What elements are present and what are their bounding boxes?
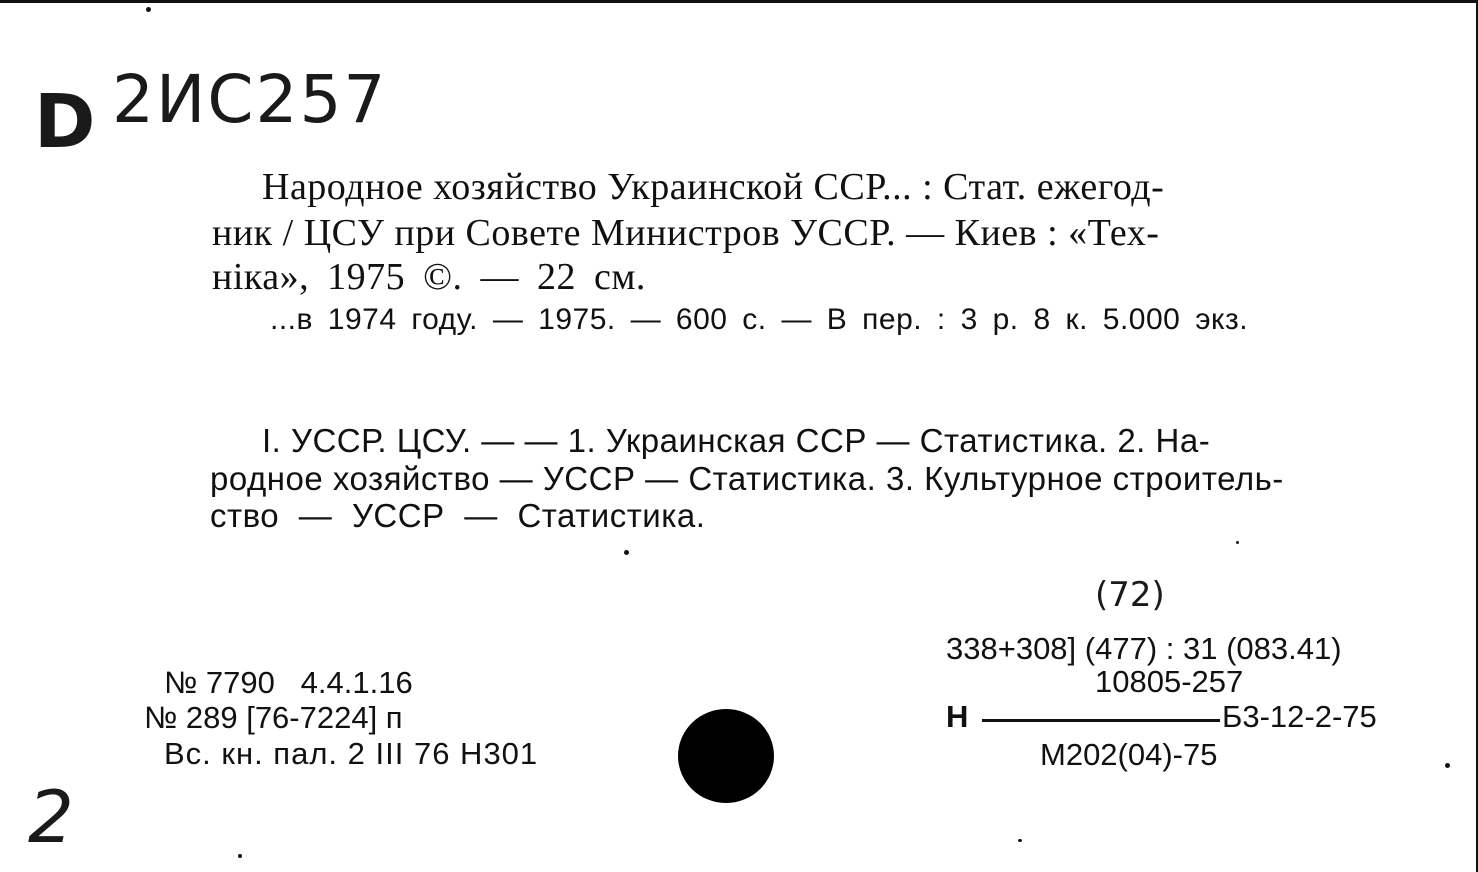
subject-line-3: ство — УССР — Статистика. xyxy=(210,497,706,534)
title-line-1: Народное хозяйство Украинской ССР... : Стат. ежегод- xyxy=(262,166,1165,208)
speck xyxy=(624,550,629,555)
left-info-1: № 7790 4.4.1.16 xyxy=(164,665,413,700)
speck xyxy=(1018,839,1022,842)
subject-line-2: родное хозяйство — УССР — Статистика. 3. Культурное строитель- xyxy=(210,460,1284,497)
speck xyxy=(238,854,242,858)
volume-line: ...в 1974 году. — 1975. — 600 с. — В пер. : 3 р. 8 к. 5.000 экз. xyxy=(270,303,1249,336)
speck xyxy=(1445,763,1450,768)
left-info-3: Вс. кн. пал. 2 III 76 Н301 xyxy=(164,736,539,771)
speck xyxy=(1236,541,1239,544)
code-right: Б3-12-2-75 xyxy=(1222,699,1377,734)
handwritten-accession-number: 2ИС257 xyxy=(112,61,388,138)
handwritten-letter: D xyxy=(34,79,96,165)
left-info-2: № 289 [76-7224] п xyxy=(144,700,403,735)
code-h: Н xyxy=(946,699,969,734)
title-line-2: ник / ЦСУ при Совете Министров УССР. — Киев : «Тех- xyxy=(212,212,1160,254)
punch-hole xyxy=(678,709,774,803)
code-divider xyxy=(982,719,1220,722)
title-line-3: ніка», 1975 ©. — 22 см. xyxy=(212,256,646,298)
code-m: М202(04)-75 xyxy=(1040,737,1218,772)
handwritten-bottom-mark: 2 xyxy=(28,775,74,859)
subject-line-1: I. УССР. ЦСУ. — — 1. Украинская ССР — Статистика. 2. На- xyxy=(262,422,1211,459)
handwritten-class-mark: (72) xyxy=(1095,575,1165,615)
code-number: 10805-257 xyxy=(1095,664,1244,699)
speck xyxy=(146,7,151,12)
classification-index: 338+308] (477) : 31 (083.41) xyxy=(946,631,1342,666)
